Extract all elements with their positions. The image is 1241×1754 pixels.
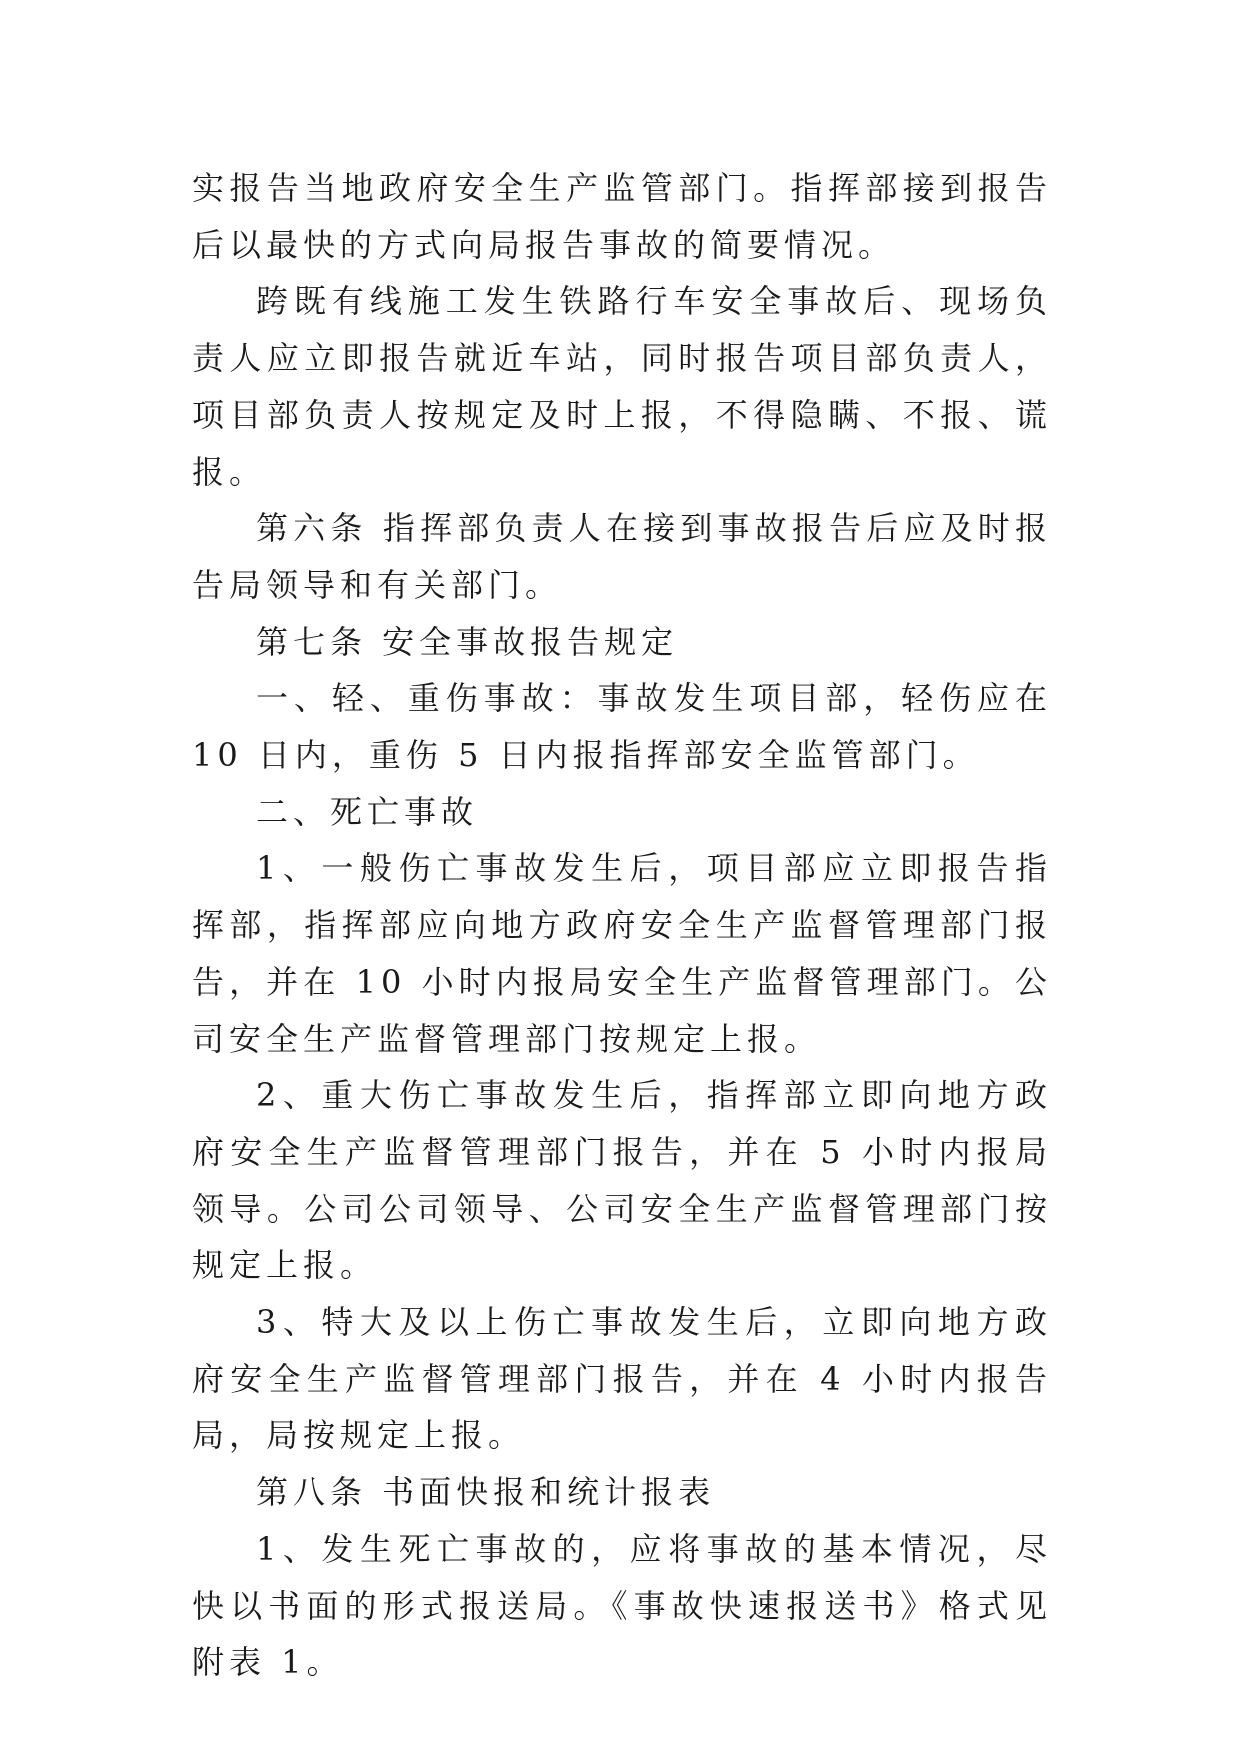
paragraph-railway-accident-report: 跨既有线施工发生铁路行车安全事故后、现场负责人应立即报告就近车站，同时报告项目部负责人，项目部负责人按规定及时上报，不得隐瞒、不报、谎报。 bbox=[192, 282, 1052, 491]
paragraph-fatal-accidents-heading: 二、死亡事故 bbox=[256, 792, 479, 831]
paragraph-continuation: 实报告当地政府安全生产监管部门。指挥部接到报告后以最快的方式向局报告事故的简要情况。 bbox=[192, 169, 1052, 264]
paragraph-article-8-heading: 第八条 书面快报和统计报表 bbox=[256, 1473, 716, 1512]
paragraph-article-7-heading: 第七条 安全事故报告规定 bbox=[256, 622, 679, 661]
paragraph-written-report: 1、发生死亡事故的，应将事故的基本情况，尽快以书面的形式报送局。《事故快速报送书》格式见附表 1。 bbox=[192, 1529, 1052, 1682]
paragraph-extraordinary-fatal-accident: 3、特大及以上伤亡事故发生后，立即向地方政府安全生产监督管理部门报告，并在 4 小时内报告局，局按规定上报。 bbox=[192, 1303, 1052, 1455]
paragraph-injury-accidents: 一、轻、重伤事故：事故发生项目部，轻伤应在 10 日内，重伤 5 日内报指挥部安全监管部门。 bbox=[192, 679, 1052, 775]
paragraph-article-6: 第六条 指挥部负责人在接到事故报告后应及时报告局领导和有关部门。 bbox=[192, 509, 1052, 604]
paragraph-general-fatal-accident: 1、一般伤亡事故发生后，项目部应立即报告指挥部，指挥部应向地方政府安全生产监督管理部门报告，并在 10 小时内报局安全生产监督管理部门。公司安全生产监督管理部门按规定上报。 bbox=[192, 849, 1052, 1058]
paragraph-major-fatal-accident: 2、重大伤亡事故发生后，指挥部立即向地方政府安全生产监督管理部门报告，并在 5 小时内报局领导。公司公司领导、公司安全生产监督管理部门按规定上报。 bbox=[192, 1076, 1052, 1285]
document-body bbox=[192, 160, 1052, 1691]
